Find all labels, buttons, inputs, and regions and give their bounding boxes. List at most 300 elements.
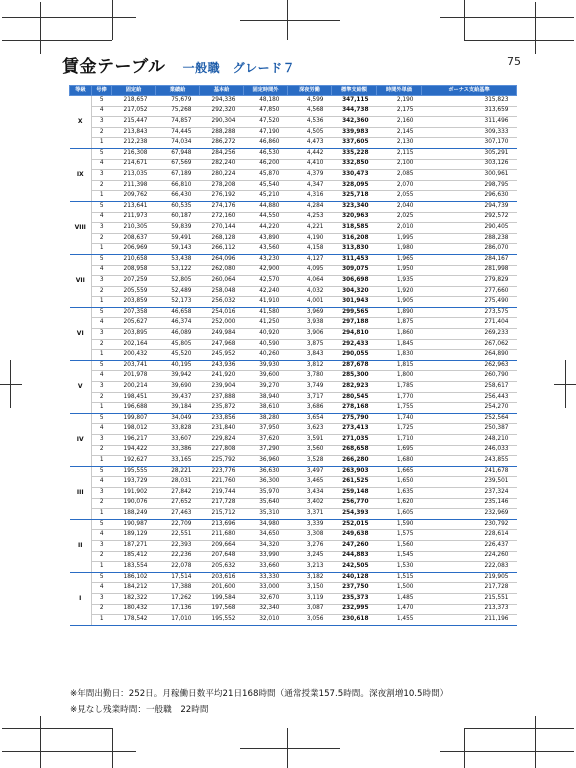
- value-cell: 239,904: [200, 382, 244, 393]
- table-row: [70, 265, 517, 276]
- table-row: [70, 593, 517, 604]
- crop-mark: [464, 728, 574, 729]
- value-cell: 249,984: [200, 329, 244, 340]
- value-cell: 37,620: [244, 435, 288, 446]
- value-cell: 294,739: [422, 201, 517, 212]
- value-cell: 3,402: [288, 498, 332, 509]
- step-cell: 4: [92, 477, 112, 488]
- crop-mark: [40, 716, 41, 768]
- value-cell: 243,855: [422, 456, 517, 467]
- value-cell: 60,535: [156, 201, 200, 212]
- step-cell: 3: [92, 435, 112, 446]
- column-header: 標準支給額: [332, 86, 377, 96]
- value-cell: 256,032: [200, 297, 244, 308]
- value-cell: 59,839: [156, 223, 200, 234]
- table-row: [70, 329, 517, 340]
- value-cell: 1,725: [377, 424, 422, 435]
- column-header: 等級: [70, 86, 92, 96]
- grade-cell: X: [70, 96, 92, 149]
- value-cell: 194,422: [112, 445, 156, 456]
- value-cell: 41,910: [244, 297, 288, 308]
- value-cell: 3,339: [288, 519, 332, 530]
- value-cell: 1,920: [377, 286, 422, 297]
- value-cell: 52,489: [156, 286, 200, 297]
- value-cell: 178,542: [112, 615, 156, 626]
- value-cell: 38,280: [244, 413, 288, 424]
- value-cell: 41,250: [244, 318, 288, 329]
- step-cell: 1: [92, 191, 112, 202]
- table-row: [70, 254, 517, 265]
- value-cell: 67,948: [156, 148, 200, 159]
- value-cell: 250,387: [422, 424, 517, 435]
- value-cell: 4,001: [288, 297, 332, 308]
- value-cell: 200,214: [112, 382, 156, 393]
- page-title: [62, 52, 295, 77]
- value-cell: 1,845: [377, 339, 422, 350]
- value-cell: 36,630: [244, 466, 288, 477]
- value-cell: 213,373: [422, 604, 517, 615]
- value-cell: 17,388: [156, 583, 200, 594]
- value-cell: 2,055: [377, 191, 422, 202]
- value-cell: 1,560: [377, 540, 422, 551]
- value-cell: 217,728: [200, 498, 244, 509]
- value-cell: 32,340: [244, 604, 288, 615]
- value-cell: 285,300: [332, 371, 377, 382]
- value-cell: 66,430: [156, 191, 200, 202]
- value-cell: 66,810: [156, 180, 200, 191]
- value-cell: 46,658: [156, 307, 200, 318]
- step-cell: 2: [92, 180, 112, 191]
- value-cell: 3,465: [288, 477, 332, 488]
- value-cell: 337,605: [332, 138, 377, 149]
- table-row: [70, 339, 517, 350]
- column-header: 業績給: [156, 86, 200, 96]
- value-cell: 315,823: [422, 96, 517, 107]
- value-cell: 307,170: [422, 138, 517, 149]
- value-cell: 294,810: [332, 329, 377, 340]
- value-cell: 3,717: [288, 392, 332, 403]
- table-row: [70, 212, 517, 223]
- value-cell: 186,102: [112, 572, 156, 583]
- step-cell: 1: [92, 509, 112, 520]
- value-cell: 248,210: [422, 435, 517, 446]
- value-cell: 1,800: [377, 371, 422, 382]
- value-cell: 39,600: [244, 371, 288, 382]
- crop-mark: [2, 728, 112, 729]
- table-row: [70, 106, 517, 117]
- value-cell: 22,709: [156, 519, 200, 530]
- value-cell: 3,749: [288, 382, 332, 393]
- value-cell: 2,010: [377, 223, 422, 234]
- value-cell: 190,987: [112, 519, 156, 530]
- value-cell: 235,872: [200, 403, 244, 414]
- table-row: [70, 477, 517, 488]
- value-cell: 4,536: [288, 117, 332, 128]
- step-cell: 5: [92, 148, 112, 159]
- value-cell: 306,698: [332, 276, 377, 287]
- value-cell: 27,842: [156, 487, 200, 498]
- value-cell: 1,635: [377, 487, 422, 498]
- value-cell: 210,305: [112, 223, 156, 234]
- value-cell: 203,859: [112, 297, 156, 308]
- value-cell: 288,238: [422, 233, 517, 244]
- value-cell: 225,792: [200, 456, 244, 467]
- value-cell: 280,545: [332, 392, 377, 403]
- value-cell: 284,167: [422, 254, 517, 265]
- step-cell: 2: [92, 498, 112, 509]
- table-row: [70, 159, 517, 170]
- value-cell: 3,780: [288, 371, 332, 382]
- table-row: [70, 170, 517, 181]
- value-cell: 4,347: [288, 180, 332, 191]
- value-cell: 332,850: [332, 159, 377, 170]
- value-cell: 266,112: [200, 244, 244, 255]
- step-cell: 5: [92, 466, 112, 477]
- value-cell: 34,320: [244, 540, 288, 551]
- value-cell: 242,505: [332, 562, 377, 573]
- value-cell: 241,920: [200, 371, 244, 382]
- crop-mark: [2, 751, 136, 752]
- table-row: [70, 201, 517, 212]
- value-cell: 237,324: [422, 487, 517, 498]
- step-cell: 1: [92, 244, 112, 255]
- value-cell: 304,320: [332, 286, 377, 297]
- wage-table: [69, 85, 517, 626]
- value-cell: 273,575: [422, 307, 517, 318]
- value-cell: 311,496: [422, 117, 517, 128]
- value-cell: 67,189: [156, 170, 200, 181]
- value-cell: 311,453: [332, 254, 377, 265]
- value-cell: 217,052: [112, 106, 156, 117]
- step-cell: 5: [92, 413, 112, 424]
- value-cell: 2,130: [377, 138, 422, 149]
- value-cell: 22,393: [156, 540, 200, 551]
- value-cell: 282,240: [200, 159, 244, 170]
- value-cell: 275,490: [422, 297, 517, 308]
- value-cell: 197,568: [200, 604, 244, 615]
- value-cell: 3,371: [288, 509, 332, 520]
- value-cell: 254,393: [332, 509, 377, 520]
- value-cell: 290,055: [332, 350, 377, 361]
- value-cell: 4,095: [288, 265, 332, 276]
- value-cell: 1,620: [377, 498, 422, 509]
- value-cell: 212,238: [112, 138, 156, 149]
- value-cell: 260,064: [200, 276, 244, 287]
- value-cell: 214,671: [112, 159, 156, 170]
- value-cell: 230,792: [422, 519, 517, 530]
- value-cell: 1,470: [377, 604, 422, 615]
- value-cell: 2,175: [377, 106, 422, 117]
- value-cell: 195,555: [112, 466, 156, 477]
- table-row: [70, 138, 517, 149]
- value-cell: 244,883: [332, 551, 377, 562]
- value-cell: 190,076: [112, 498, 156, 509]
- value-cell: 347,115: [332, 96, 377, 107]
- value-cell: 22,551: [156, 530, 200, 541]
- value-cell: 3,056: [288, 615, 332, 626]
- step-cell: 2: [92, 445, 112, 456]
- value-cell: 37,950: [244, 424, 288, 435]
- value-cell: 256,770: [332, 498, 377, 509]
- value-cell: 268,658: [332, 445, 377, 456]
- value-cell: 298,795: [422, 180, 517, 191]
- value-cell: 4,064: [288, 276, 332, 287]
- value-cell: 227,808: [200, 445, 244, 456]
- value-cell: 1,830: [377, 350, 422, 361]
- value-cell: 1,575: [377, 530, 422, 541]
- value-cell: 328,095: [332, 180, 377, 191]
- value-cell: 39,942: [156, 371, 200, 382]
- value-cell: 40,195: [156, 360, 200, 371]
- value-cell: 59,491: [156, 233, 200, 244]
- table-row: [70, 286, 517, 297]
- value-cell: 44,550: [244, 212, 288, 223]
- crop-mark: [464, 40, 574, 41]
- value-cell: 231,840: [200, 424, 244, 435]
- value-cell: 219,905: [422, 572, 517, 583]
- value-cell: 1,485: [377, 593, 422, 604]
- value-cell: 301,943: [332, 297, 377, 308]
- value-cell: 232,969: [422, 509, 517, 520]
- value-cell: 180,432: [112, 604, 156, 615]
- table-row: [70, 424, 517, 435]
- value-cell: 292,433: [332, 339, 377, 350]
- value-cell: 269,233: [422, 329, 517, 340]
- value-cell: 60,187: [156, 212, 200, 223]
- value-cell: 1,770: [377, 392, 422, 403]
- table-row: [70, 276, 517, 287]
- value-cell: 4,410: [288, 159, 332, 170]
- table-row: [70, 117, 517, 128]
- step-cell: 3: [92, 170, 112, 181]
- value-cell: 286,070: [422, 244, 517, 255]
- value-cell: 290,304: [200, 117, 244, 128]
- crop-mark: [2, 17, 136, 18]
- value-cell: 3,308: [288, 530, 332, 541]
- table-row: [70, 360, 517, 371]
- table-row: [70, 127, 517, 138]
- value-cell: 4,127: [288, 254, 332, 265]
- value-cell: 213,696: [200, 519, 244, 530]
- value-cell: 294,336: [200, 96, 244, 107]
- value-cell: 45,805: [156, 339, 200, 350]
- value-cell: 282,923: [332, 382, 377, 393]
- crop-mark: [440, 17, 574, 18]
- step-cell: 4: [92, 159, 112, 170]
- value-cell: 196,688: [112, 403, 156, 414]
- value-cell: 266,280: [332, 456, 377, 467]
- value-cell: 296,630: [422, 191, 517, 202]
- value-cell: 32,010: [244, 615, 288, 626]
- column-header: 深夜労働: [288, 86, 332, 96]
- value-cell: 39,437: [156, 392, 200, 403]
- value-cell: 284,256: [200, 148, 244, 159]
- step-cell: 1: [92, 456, 112, 467]
- value-cell: 187,271: [112, 540, 156, 551]
- value-cell: 223,776: [200, 466, 244, 477]
- crop-mark: [287, 728, 288, 768]
- step-cell: 3: [92, 382, 112, 393]
- crop-mark: [112, 0, 113, 40]
- step-cell: 4: [92, 106, 112, 117]
- value-cell: 3,528: [288, 456, 332, 467]
- value-cell: 200,432: [112, 350, 156, 361]
- value-cell: 1,710: [377, 435, 422, 446]
- value-cell: 46,200: [244, 159, 288, 170]
- value-cell: 233,856: [200, 413, 244, 424]
- value-cell: 35,310: [244, 509, 288, 520]
- value-cell: 35,970: [244, 487, 288, 498]
- grade-cell: IX: [70, 148, 92, 201]
- value-cell: 33,828: [156, 424, 200, 435]
- value-cell: 42,570: [244, 276, 288, 287]
- value-cell: 201,600: [200, 583, 244, 594]
- value-cell: 259,148: [332, 487, 377, 498]
- value-cell: 299,565: [332, 307, 377, 318]
- value-cell: 17,010: [156, 615, 200, 626]
- value-cell: 316,208: [332, 233, 377, 244]
- value-cell: 38,940: [244, 392, 288, 403]
- value-cell: 290,405: [422, 223, 517, 234]
- grade-cell: VI: [70, 307, 92, 360]
- table-row: [70, 562, 517, 573]
- step-cell: 5: [92, 307, 112, 318]
- crop-mark: [287, 0, 288, 40]
- value-cell: 278,208: [200, 180, 244, 191]
- value-cell: 209,762: [112, 191, 156, 202]
- value-cell: 74,857: [156, 117, 200, 128]
- step-cell: 3: [92, 117, 112, 128]
- table-row: [70, 180, 517, 191]
- value-cell: 39,930: [244, 360, 288, 371]
- value-cell: 1,680: [377, 456, 422, 467]
- value-cell: 300,961: [422, 170, 517, 181]
- value-cell: 33,660: [244, 562, 288, 573]
- value-cell: 27,652: [156, 498, 200, 509]
- value-cell: 262,080: [200, 265, 244, 276]
- value-cell: 241,678: [422, 466, 517, 477]
- value-cell: 280,224: [200, 170, 244, 181]
- value-cell: 254,270: [422, 403, 517, 414]
- step-cell: 5: [92, 519, 112, 530]
- step-cell: 4: [92, 583, 112, 594]
- value-cell: 1,980: [377, 244, 422, 255]
- column-header: ボーナス支給基準: [422, 86, 517, 96]
- value-cell: 203,895: [112, 329, 156, 340]
- value-cell: 196,217: [112, 435, 156, 446]
- value-cell: 252,015: [332, 519, 377, 530]
- value-cell: 39,184: [156, 403, 200, 414]
- crop-mark: [535, 716, 536, 768]
- value-cell: 232,995: [332, 604, 377, 615]
- value-cell: 34,049: [156, 413, 200, 424]
- value-cell: 33,386: [156, 445, 200, 456]
- subtitle-text: 一般職 グレード７: [182, 61, 296, 75]
- value-cell: 254,016: [200, 307, 244, 318]
- step-cell: 1: [92, 297, 112, 308]
- value-cell: 45,540: [244, 180, 288, 191]
- value-cell: 203,741: [112, 360, 156, 371]
- value-cell: 75,268: [156, 106, 200, 117]
- value-cell: 313,659: [422, 106, 517, 117]
- value-cell: 74,445: [156, 127, 200, 138]
- value-cell: 292,572: [422, 212, 517, 223]
- value-cell: 45,520: [156, 350, 200, 361]
- table-row: [70, 572, 517, 583]
- value-cell: 32,670: [244, 593, 288, 604]
- crop-mark: [40, 2, 41, 54]
- value-cell: 262,963: [422, 360, 517, 371]
- step-cell: 5: [92, 96, 112, 107]
- value-cell: 272,160: [200, 212, 244, 223]
- value-cell: 45,870: [244, 170, 288, 181]
- table-row: [70, 233, 517, 244]
- step-cell: 5: [92, 201, 112, 212]
- value-cell: 191,902: [112, 487, 156, 498]
- value-cell: 1,515: [377, 572, 422, 583]
- value-cell: 2,025: [377, 212, 422, 223]
- step-cell: 3: [92, 540, 112, 551]
- value-cell: 207,259: [112, 276, 156, 287]
- value-cell: 4,253: [288, 212, 332, 223]
- value-cell: 216,308: [112, 148, 156, 159]
- value-cell: 1,500: [377, 583, 422, 594]
- value-cell: 1,815: [377, 360, 422, 371]
- value-cell: 218,657: [112, 96, 156, 107]
- value-cell: 260,790: [422, 371, 517, 382]
- table-row: [70, 307, 517, 318]
- value-cell: 211,398: [112, 180, 156, 191]
- value-cell: 53,438: [156, 254, 200, 265]
- step-cell: 2: [92, 339, 112, 350]
- value-cell: 37,290: [244, 445, 288, 456]
- value-cell: 252,564: [422, 413, 517, 424]
- value-cell: 1,905: [377, 297, 422, 308]
- value-cell: 213,843: [112, 127, 156, 138]
- value-cell: 27,463: [156, 509, 200, 520]
- step-cell: 5: [92, 360, 112, 371]
- value-cell: 240,128: [332, 572, 377, 583]
- grade-cell: II: [70, 519, 92, 572]
- value-cell: 268,128: [200, 233, 244, 244]
- value-cell: 4,190: [288, 233, 332, 244]
- value-cell: 3,875: [288, 339, 332, 350]
- value-cell: 17,136: [156, 604, 200, 615]
- step-cell: 1: [92, 403, 112, 414]
- value-cell: 199,807: [112, 413, 156, 424]
- value-cell: 4,284: [288, 201, 332, 212]
- value-cell: 247,260: [332, 540, 377, 551]
- value-cell: 42,240: [244, 286, 288, 297]
- value-cell: 3,843: [288, 350, 332, 361]
- grade-cell: III: [70, 466, 92, 519]
- value-cell: 4,158: [288, 244, 332, 255]
- value-cell: 286,272: [200, 138, 244, 149]
- value-cell: 1,755: [377, 403, 422, 414]
- column-header: 基本給: [200, 86, 244, 96]
- value-cell: 211,680: [200, 530, 244, 541]
- value-cell: 239,501: [422, 477, 517, 488]
- value-cell: 1,935: [377, 276, 422, 287]
- value-cell: 320,963: [332, 212, 377, 223]
- step-cell: 3: [92, 593, 112, 604]
- value-cell: 4,473: [288, 138, 332, 149]
- grade-cell: VIII: [70, 201, 92, 254]
- value-cell: 297,188: [332, 318, 377, 329]
- step-cell: 4: [92, 530, 112, 541]
- table-row: [70, 244, 517, 255]
- value-cell: 273,413: [332, 424, 377, 435]
